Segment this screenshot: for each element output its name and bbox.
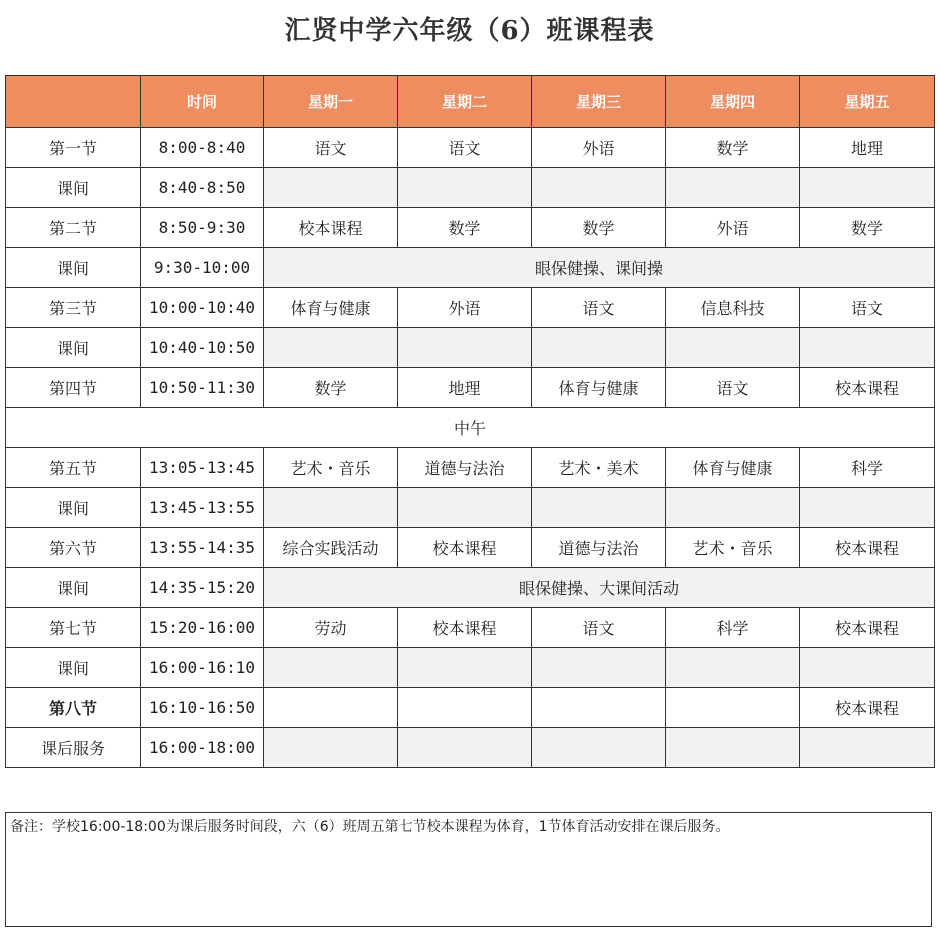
table-row bbox=[6, 248, 935, 288]
table-row bbox=[6, 168, 935, 208]
table-row bbox=[6, 368, 935, 408]
class-cell bbox=[264, 688, 398, 728]
period-time: 15:20-16:00 bbox=[141, 608, 264, 648]
period-time: 8:40-8:50 bbox=[141, 168, 264, 208]
period-label: 课间 bbox=[6, 248, 141, 288]
period-time: 13:55-14:35 bbox=[141, 528, 264, 568]
class-cell: 科学 bbox=[666, 608, 800, 648]
class-cell: 外语 bbox=[398, 288, 532, 328]
period-label: 第六节 bbox=[6, 528, 141, 568]
class-cell: 校本课程 bbox=[800, 688, 935, 728]
period-time: 16:00-18:00 bbox=[141, 728, 264, 768]
class-cell: 语文 bbox=[666, 368, 800, 408]
header-thursday: 星期四 bbox=[666, 76, 800, 128]
class-cell bbox=[398, 648, 532, 688]
period-label: 课间 bbox=[6, 328, 141, 368]
table-row bbox=[6, 208, 935, 248]
header-time: 时间 bbox=[141, 76, 264, 128]
class-cell: 数学 bbox=[398, 208, 532, 248]
class-cell bbox=[800, 488, 935, 528]
class-cell bbox=[264, 728, 398, 768]
class-cell: 外语 bbox=[532, 128, 666, 168]
page-title: 汇贤中学六年级（6）班课程表 bbox=[284, 16, 655, 46]
class-cell: 校本课程 bbox=[398, 608, 532, 648]
class-cell: 校本课程 bbox=[800, 608, 935, 648]
class-cell: 语文 bbox=[398, 128, 532, 168]
period-time: 16:10-16:50 bbox=[141, 688, 264, 728]
class-cell bbox=[800, 648, 935, 688]
class-cell: 劳动 bbox=[264, 608, 398, 648]
period-time: 8:00-8:40 bbox=[141, 128, 264, 168]
period-time: 16:00-16:10 bbox=[141, 648, 264, 688]
class-cell bbox=[264, 328, 398, 368]
class-cell bbox=[800, 728, 935, 768]
class-cell bbox=[800, 328, 935, 368]
class-cell: 校本课程 bbox=[800, 368, 935, 408]
class-cell: 语文 bbox=[532, 288, 666, 328]
class-cell bbox=[264, 168, 398, 208]
class-cell bbox=[666, 488, 800, 528]
class-cell bbox=[398, 688, 532, 728]
period-time: 9:30-10:00 bbox=[141, 248, 264, 288]
period-label: 第三节 bbox=[6, 288, 141, 328]
merged-activity-cell: 眼保健操、大课间活动 bbox=[264, 568, 935, 608]
class-cell bbox=[532, 648, 666, 688]
class-cell bbox=[264, 488, 398, 528]
class-cell bbox=[398, 488, 532, 528]
class-cell bbox=[666, 728, 800, 768]
noon-break-row: 中午 bbox=[6, 408, 935, 448]
class-cell: 科学 bbox=[800, 448, 935, 488]
period-time: 10:40-10:50 bbox=[141, 328, 264, 368]
class-cell: 地理 bbox=[800, 128, 935, 168]
period-label: 第四节 bbox=[6, 368, 141, 408]
table-row bbox=[6, 568, 935, 608]
class-cell bbox=[666, 688, 800, 728]
period-label: 课间 bbox=[6, 568, 141, 608]
class-cell: 数学 bbox=[800, 208, 935, 248]
class-cell: 地理 bbox=[398, 368, 532, 408]
class-cell: 外语 bbox=[666, 208, 800, 248]
class-cell: 语文 bbox=[800, 288, 935, 328]
table-row bbox=[6, 328, 935, 368]
header-blank-cell bbox=[6, 76, 141, 128]
period-label: 课间 bbox=[6, 168, 141, 208]
schedule-table bbox=[5, 75, 935, 768]
period-label: 课间 bbox=[6, 488, 141, 528]
class-cell bbox=[264, 648, 398, 688]
table-row bbox=[6, 648, 935, 688]
notes-box bbox=[5, 812, 932, 927]
header-friday: 星期五 bbox=[800, 76, 935, 128]
table-row bbox=[6, 288, 935, 328]
class-cell: 体育与健康 bbox=[666, 448, 800, 488]
period-label: 第八节 bbox=[6, 688, 141, 728]
class-cell: 语文 bbox=[264, 128, 398, 168]
class-cell: 艺术・美术 bbox=[532, 448, 666, 488]
period-label: 第七节 bbox=[6, 608, 141, 648]
class-cell bbox=[666, 648, 800, 688]
table-row bbox=[6, 448, 935, 488]
table-row bbox=[6, 728, 935, 768]
table-row bbox=[6, 608, 935, 648]
class-cell bbox=[666, 328, 800, 368]
period-time: 10:00-10:40 bbox=[141, 288, 264, 328]
period-label: 课后服务 bbox=[6, 728, 141, 768]
notes-text: 备注：学校16:00-18:00为课后服务时间段，六（6）班周五第七节校本课程为体育，1节体育活动安排在课后服务。 bbox=[10, 819, 730, 835]
class-cell bbox=[532, 488, 666, 528]
class-cell: 语文 bbox=[532, 608, 666, 648]
class-cell: 数学 bbox=[264, 368, 398, 408]
class-cell: 数学 bbox=[666, 128, 800, 168]
period-time: 13:05-13:45 bbox=[141, 448, 264, 488]
merged-activity-cell: 眼保健操、课间操 bbox=[264, 248, 935, 288]
class-cell: 综合实践活动 bbox=[264, 528, 398, 568]
period-label: 第二节 bbox=[6, 208, 141, 248]
class-cell: 信息科技 bbox=[666, 288, 800, 328]
header-wednesday: 星期三 bbox=[532, 76, 666, 128]
period-label: 第一节 bbox=[6, 128, 141, 168]
class-cell: 艺术・音乐 bbox=[666, 528, 800, 568]
period-time: 8:50-9:30 bbox=[141, 208, 264, 248]
period-time: 14:35-15:20 bbox=[141, 568, 264, 608]
header-monday: 星期一 bbox=[264, 76, 398, 128]
class-cell: 体育与健康 bbox=[532, 368, 666, 408]
class-cell: 数学 bbox=[532, 208, 666, 248]
period-label: 第五节 bbox=[6, 448, 141, 488]
period-time: 13:45-13:55 bbox=[141, 488, 264, 528]
class-cell bbox=[532, 728, 666, 768]
class-cell bbox=[532, 168, 666, 208]
table-row bbox=[6, 688, 935, 728]
class-cell bbox=[532, 328, 666, 368]
class-cell: 道德与法治 bbox=[398, 448, 532, 488]
table-row bbox=[6, 528, 935, 568]
class-cell: 艺术・音乐 bbox=[264, 448, 398, 488]
class-cell bbox=[398, 168, 532, 208]
class-cell bbox=[532, 688, 666, 728]
class-cell: 道德与法治 bbox=[532, 528, 666, 568]
class-cell bbox=[398, 328, 532, 368]
class-cell bbox=[800, 168, 935, 208]
header-tuesday: 星期二 bbox=[398, 76, 532, 128]
table-row bbox=[6, 408, 935, 448]
class-cell bbox=[398, 728, 532, 768]
table-row bbox=[6, 488, 935, 528]
table-row bbox=[6, 128, 935, 168]
class-cell: 校本课程 bbox=[264, 208, 398, 248]
table-header-row bbox=[6, 76, 935, 128]
class-cell: 体育与健康 bbox=[264, 288, 398, 328]
period-label: 课间 bbox=[6, 648, 141, 688]
period-time: 10:50-11:30 bbox=[141, 368, 264, 408]
class-cell: 校本课程 bbox=[398, 528, 532, 568]
class-cell: 校本课程 bbox=[800, 528, 935, 568]
class-cell bbox=[666, 168, 800, 208]
